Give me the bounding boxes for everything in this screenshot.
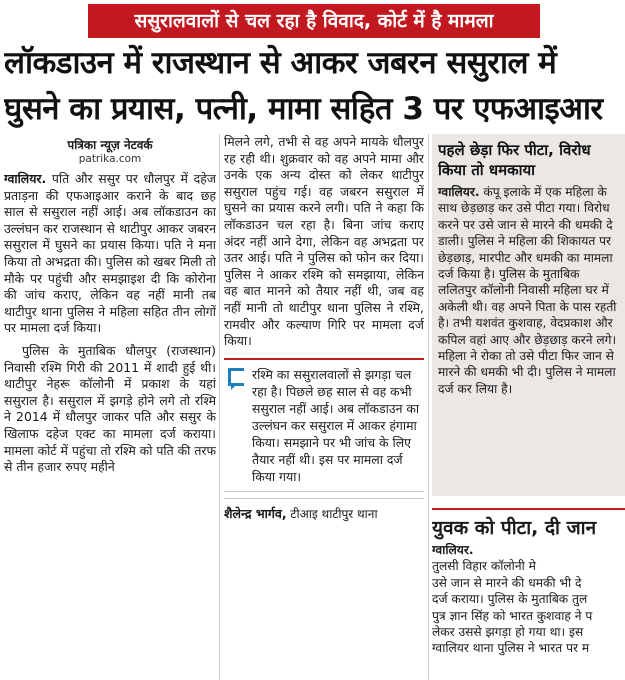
main-story-para-3: मिलने लगे, तभी से वह अपने मायके धौलपुर रह रही थी। शुक्रवार को वह अपने मामा और उनके एक अन्य दोस्त को लेकर थाटीपुर ससुराल पहुंच गई। वह जबरन ससुराल में घुसने का प्रयास करने लगी। पति ने कहा कि लॉकडाउन चल रहा है। बिना जांच कराए अंदर नहीं आने देगा, लेकिन वह अभद्रता पर उतर आई। पति ने पुलिस को फोन कर दिया। पुलिस ने आकर रश्मि को समझाया, लेकिन वह बात मानने को तैयार नहीं थी, जब वह नहीं मानी तो थाटीपुर थाना पुलिस ने रश्मि, रामवीर और कल्याण गिरि पर मामला दर्ज किया। xyxy=(224,134,424,349)
side-story-1-title-line-1: पहले छेड़ा फिर पीटा, विरोध xyxy=(438,141,591,159)
main-story-column-2 xyxy=(224,134,424,680)
side-story-1-title-line-2: किया तो धमकाया xyxy=(438,161,536,179)
side-story-1-title xyxy=(438,140,621,180)
byline-site: patrika.com xyxy=(78,153,142,165)
headline-line-2: घुसने का प्रयास, पत्नी, मामा सहित 3 पर एफआइआर xyxy=(4,91,603,127)
kicker-banner: ससुरालवालों से चल रहा है विवाद, कोर्ट में है मामला xyxy=(88,4,540,38)
side-story-2-line-1 xyxy=(432,542,625,575)
side-story-2-line-5: लेकर उससे झगड़ा हो गया था। इस xyxy=(432,625,584,640)
side-story-2-line-3: दर्ज कराया। पुलिस के मुताबिक तुल xyxy=(432,592,588,607)
side-story-2-title: युवक को पीटा, दी जान xyxy=(432,508,625,542)
side-story-2-text xyxy=(432,542,625,657)
headline-line-1: लॉकडाउन में राजस्थान से आकर जबरन ससुराल में xyxy=(4,45,557,81)
main-story-para-1 xyxy=(4,171,216,337)
headline xyxy=(4,40,625,132)
side-column xyxy=(432,134,625,680)
quote-icon xyxy=(228,368,244,386)
byline-name: पत्रिका न्यूज़ नेटवर्क xyxy=(67,138,153,152)
side-story-1 xyxy=(432,134,625,496)
pull-quote-box xyxy=(224,358,424,492)
author-role: टीआइ थाटीपुर थाना xyxy=(290,506,378,521)
pull-quote-text: रश्मि का ससुरालवालों से झगड़ा चल रहा है। पिछले छह साल से वह कभी ससुराल नहीं आई। अब लॉकडाउन का उल्लंघन कर ससुराल में आकर हंगामा किया। समझाने पर भी जांच के लिए तैयार नहीं थी। इस पर मामला दर्ज किया गया। xyxy=(252,366,420,484)
dateline: ग्वालियर. xyxy=(4,171,47,186)
side-story-1-body: कंपू इलाके में एक महिला के साथ छेड़छाड़ कर उसे पीटा गया। विरोध करने पर उसे जान से मारने की धमकी दे डाली। पुलिस ने महिला की शिकायत पर छेड़छाड़, मारपीट और धमकी का मामला दर्ज किया है। पुलिस के मुताबिक ललितपुर कॉलोनी निवासी महिला घर में अकेली थी। वह अपने पिता के पास रहती है। तभी यशवंत कुशवाह, वेदप्रकाश और कपिल वहां आए और छेड़छाड़ करने लगे। महिला ने रोका तो उसे पीटा फिर जान से मारने की धमकी भी दी। पुलिस ने मामला दर्ज कर लिया है। xyxy=(438,185,617,396)
main-story-para-2: पुलिस के मुताबिक धौलपुर (राजस्थान) निवासी रश्मि गिरी की 2011 में शादी हुई थी। थाटीपुर नेहरू कॉलोनी में प्रकाश के यहां ससुराल है। ससुराल में झगड़े होने लगे तो रश्मि ने 2014 में धौलपुर जाकर पति और ससुर के खिलाफ दहेज एक्ट का मामला दर्ज कराया। मामला कोर्ट में पहुंचा तो रश्मि को पति की तरफ से तीन हजार रुपए महीने xyxy=(4,342,216,475)
main-story-column-1 xyxy=(4,134,216,680)
side-story-2-dateline: ग्वालियर. xyxy=(432,543,474,557)
side-story-2-line-6: ग्वालियर थाना पुलिस ने भारत पर म xyxy=(432,641,590,656)
quote-author xyxy=(224,498,424,522)
side-story-2-line-2: उसे जान से मारने की धमकी भी दे xyxy=(432,575,582,590)
author-name: शैलेन्द्र भार्गव, xyxy=(224,505,287,521)
side-story-1-dateline: ग्वालियर. xyxy=(438,185,480,199)
side-story-1-text xyxy=(438,184,621,397)
para-1-text: पति और ससुर पर धौलपुर में दहेज प्रताड़ना की एफआइआर कराने के बाद छह साल से ससुराल नहीं आई। अब लॉकडाउन का उल्लंघन कर राजस्थान से थाटीपुर आकर जबरन ससुराल में घुसने का प्रयास किया। पति ने मना किया तो अभद्रता की। पुलिस को खबर मिली तो मौके पर पहुंची और समझाइश दी कि कोरोना की जांच कराए, लेकिन वह नहीं मानी तब थाटीपुर थाना पुलिस ने महिला सहित तीन लोगों पर मामला दर्ज किया। xyxy=(4,171,216,336)
side-story-2-line-4: पुत्र ज्ञान सिंह को भारत कुशवाह ने प xyxy=(432,608,593,623)
column-divider xyxy=(428,134,429,680)
side-story-2-line-1-text: तुलसी विहार कॉलोनी मे xyxy=(432,559,536,574)
column-divider xyxy=(219,134,220,680)
